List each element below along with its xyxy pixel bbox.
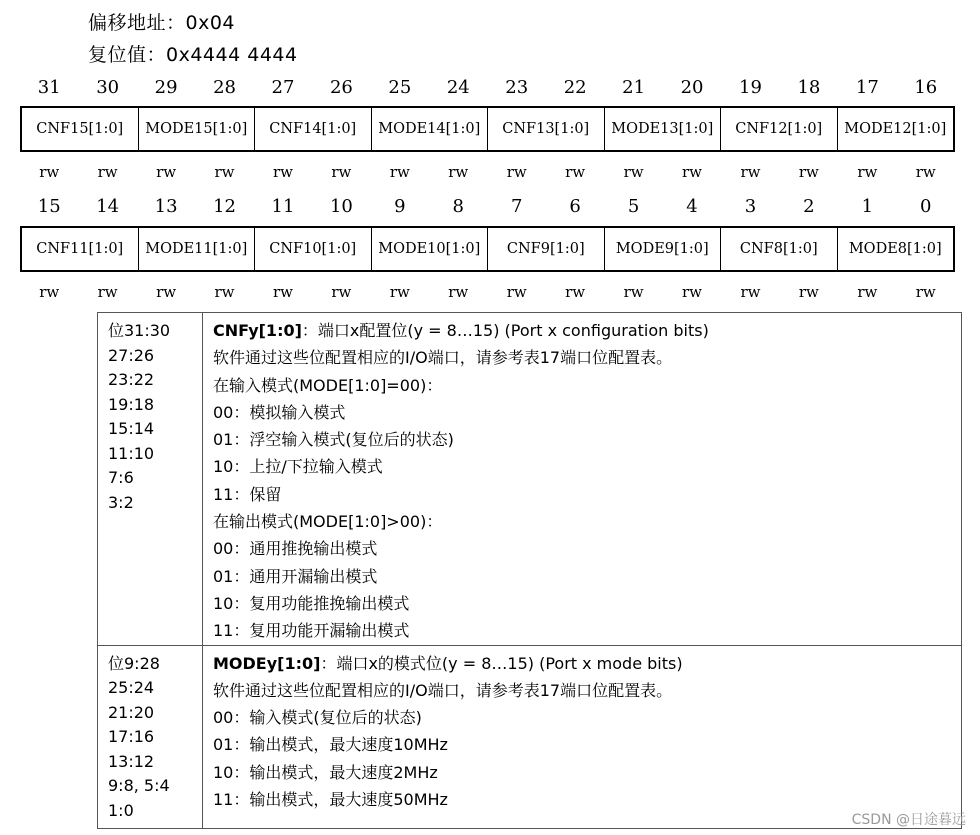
access-label: rw	[857, 283, 878, 301]
register-field: MODE12[1:0]	[837, 108, 954, 150]
bit-number: 1	[861, 196, 874, 217]
access-label: rw	[506, 283, 527, 301]
bit-number: 11	[271, 196, 295, 217]
bit-number: 25	[388, 77, 412, 98]
bit-number: 14	[96, 196, 120, 217]
bit-numbers-high	[20, 77, 955, 98]
offset-address: 偏移地址：0x04	[88, 12, 236, 34]
access-label: rw	[448, 163, 469, 181]
register-field: MODE8[1:0]	[837, 228, 954, 270]
bit-number: 8	[452, 196, 464, 217]
bit-range: 17:16	[108, 727, 155, 747]
access-label: rw	[506, 163, 527, 181]
register-field: MODE14[1:0]	[371, 108, 488, 150]
bit-range: 27:26	[108, 345, 155, 365]
bit-range: 3:2	[108, 492, 134, 512]
access-label: rw	[272, 283, 293, 301]
description-line: 软件通过这些位配置相应的I/O端口，请参考表17端口位配置表。	[213, 348, 673, 368]
bit-range: 位31:30	[108, 321, 171, 340]
register-field: CNF15[1:0]	[36, 121, 124, 137]
table-row	[98, 645, 962, 828]
register-field: CNF13[1:0]	[487, 108, 604, 150]
access-label: rw	[331, 163, 352, 181]
description-cell	[203, 313, 962, 646]
field-title-text: ：端口x的模式位(y = 8…15) (Port x mode bits)	[320, 653, 683, 673]
bit-number: 20	[680, 77, 704, 98]
bit-number: 2	[803, 196, 815, 217]
register-field: CNF8[1:0]	[720, 228, 837, 270]
register-row-high	[20, 106, 955, 152]
access-label: rw	[39, 283, 60, 301]
bit-range: 7:6	[108, 468, 134, 487]
bit-range: 11:10	[108, 443, 155, 463]
description-line: 10：输出模式，最大速度2MHz	[213, 762, 438, 782]
bit-number: 15	[37, 196, 61, 217]
access-label: rw	[272, 163, 293, 181]
description-line: 01：输出模式，最大速度10MHz	[213, 735, 448, 755]
description-line: 11：保留	[213, 484, 282, 504]
description-line: 在输入模式(MODE[1:0]=00)：	[213, 375, 443, 395]
description-cell	[203, 645, 962, 828]
bit-number: 29	[154, 77, 178, 98]
register-field: CNF11[1:0]	[36, 241, 124, 257]
bit-number: 22	[563, 77, 587, 98]
bit-number: 0	[920, 196, 932, 217]
bit-description-table	[97, 312, 962, 829]
bit-range: 19:18	[108, 394, 155, 414]
register-field: CNF9[1:0]	[487, 228, 604, 270]
bit-range: 23:22	[108, 370, 155, 389]
description-line: 10：上拉/下拉输入模式	[213, 457, 383, 477]
access-label: rw	[214, 283, 235, 301]
access-label: rw	[389, 283, 410, 301]
watermark: CSDN @日途暮远	[851, 812, 966, 828]
access-label: rw	[214, 163, 235, 181]
bit-range: 13:12	[108, 751, 155, 771]
access-label: rw	[39, 163, 60, 181]
register-field: CNF12[1:0]	[720, 108, 837, 150]
bit-number: 19	[739, 77, 762, 98]
bit-number: 27	[271, 77, 295, 98]
reset-value: 复位值：0x4444 4444	[88, 44, 298, 66]
bit-range-cell	[98, 645, 203, 828]
access-label: rw	[97, 163, 118, 181]
bit-number: 7	[510, 196, 523, 217]
access-label: rw	[915, 283, 936, 301]
bit-number: 30	[96, 77, 120, 98]
description-line: 11：复用功能开漏输出模式	[213, 621, 410, 641]
bit-range: 位9:28	[108, 653, 160, 673]
bit-number: 5	[627, 196, 640, 217]
access-label: rw	[682, 163, 703, 181]
bit-number: 18	[797, 77, 821, 98]
description-line: 01：通用开漏输出模式	[213, 566, 378, 586]
bit-number: 16	[914, 77, 938, 98]
table-row	[98, 313, 962, 646]
bit-number: 9	[394, 196, 406, 217]
description-line: 00：输入模式(复位后的状态)	[213, 708, 422, 728]
access-label: rw	[798, 163, 819, 181]
bit-number: 17	[855, 77, 879, 98]
access-label: rw	[156, 163, 177, 181]
description-line: 在输出模式(MODE[1:0]>00)：	[213, 512, 443, 532]
access-label: rw	[389, 163, 410, 181]
description-line: 10：复用功能推挽输出模式	[213, 593, 410, 613]
field-title	[213, 317, 961, 344]
register-field: MODE13[1:0]	[604, 108, 721, 150]
access-label: rw	[97, 283, 118, 301]
bit-range: 25:24	[108, 678, 155, 698]
access-label: rw	[565, 163, 586, 181]
bit-number: 6	[569, 196, 581, 217]
bit-range: 21:20	[108, 702, 155, 722]
bit-number: 12	[213, 196, 236, 217]
bit-number: 31	[37, 77, 61, 98]
description-line: 软件通过这些位配置相应的I/O端口，请参考表17端口位配置表。	[213, 680, 673, 700]
bit-range: 1:0	[108, 800, 134, 820]
register-field: CNF14[1:0]	[254, 108, 371, 150]
bit-number: 26	[329, 77, 353, 98]
field-title	[213, 650, 961, 677]
description-line: 00：模拟输入模式	[213, 402, 346, 422]
access-row-low	[20, 283, 955, 301]
bit-number: 4	[686, 196, 698, 217]
field-name: MODEy[1:0]	[213, 653, 321, 673]
bit-number: 28	[213, 77, 236, 98]
access-label: rw	[682, 283, 703, 301]
bit-range-cell	[98, 313, 203, 646]
access-label: rw	[565, 283, 586, 301]
access-label: rw	[156, 283, 177, 301]
register-field: CNF10[1:0]	[254, 228, 371, 270]
bit-numbers-low	[20, 196, 955, 217]
register-field: MODE10[1:0]	[371, 228, 488, 270]
bit-number: 23	[505, 77, 529, 98]
register-field: MODE11[1:0]	[138, 228, 255, 270]
bit-number: 10	[329, 196, 353, 217]
access-row-high	[20, 163, 955, 181]
register-row-low	[20, 226, 955, 272]
access-label: rw	[623, 163, 644, 181]
access-label: rw	[740, 163, 761, 181]
bit-number: 13	[154, 196, 178, 217]
bit-number: 21	[622, 77, 646, 98]
access-label: rw	[331, 283, 352, 301]
bit-range: 9:8, 5:4	[108, 776, 170, 796]
access-label: rw	[740, 283, 761, 301]
bit-number: 24	[446, 77, 470, 98]
field-name: CNFy[1:0]	[213, 321, 302, 340]
access-label: rw	[857, 163, 878, 181]
field-title-text: ：端口x配置位(y = 8…15) (Port x configuration bits)	[301, 321, 709, 340]
bit-range: 15:14	[108, 419, 155, 438]
description-line: 00：通用推挽输出模式	[213, 539, 378, 559]
register-field: MODE15[1:0]	[138, 108, 255, 150]
access-label: rw	[798, 283, 819, 301]
access-label: rw	[915, 163, 936, 181]
description-line: 01：浮空输入模式(复位后的状态)	[213, 430, 454, 450]
description-line: 11：输出模式，最大速度50MHz	[213, 790, 448, 810]
register-field: MODE9[1:0]	[604, 228, 721, 270]
access-label: rw	[623, 283, 644, 301]
access-label: rw	[448, 283, 469, 301]
bit-number: 3	[744, 196, 757, 217]
